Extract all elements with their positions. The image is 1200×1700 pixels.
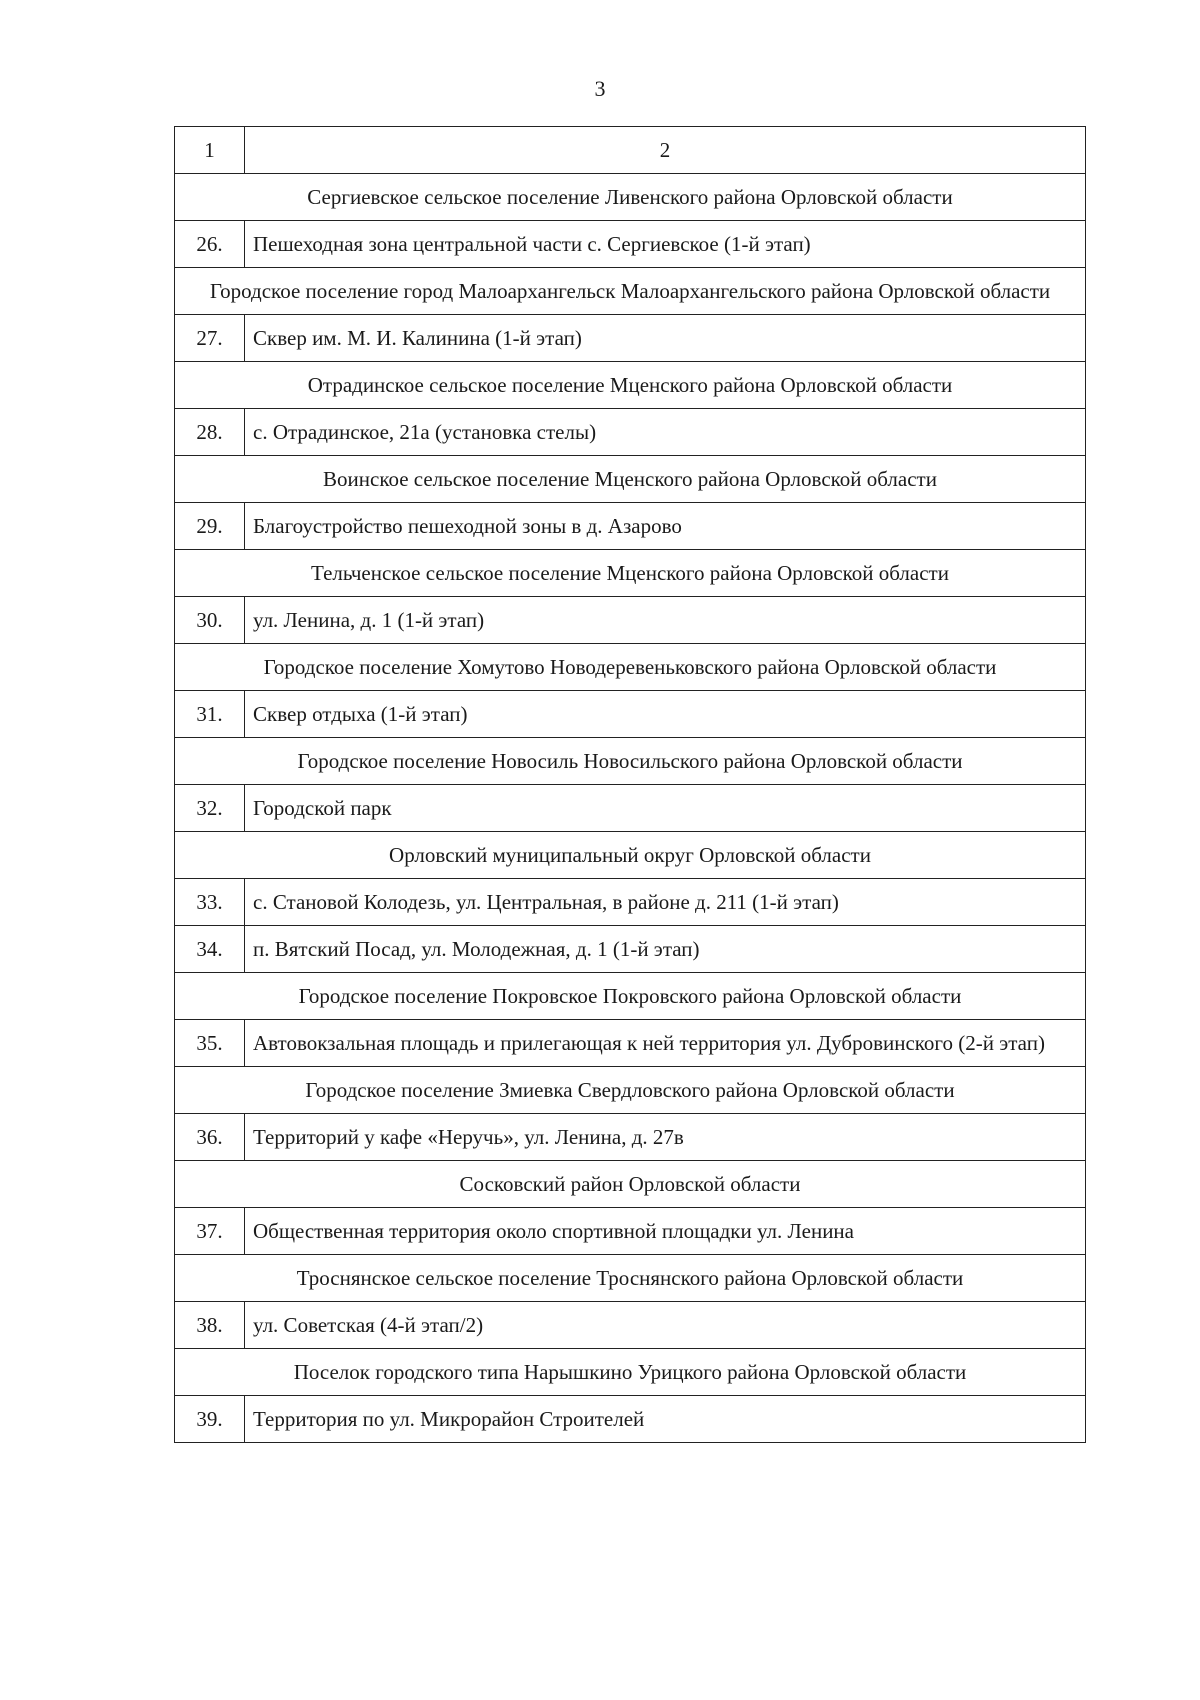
section-heading-row bbox=[175, 1254, 1085, 1301]
section-heading: Отрадинское сельское поселение Мценского района Орловской области bbox=[307, 373, 953, 397]
section-heading-row bbox=[175, 173, 1085, 220]
row-territory-name: ул. Советская (4-й этап/2) bbox=[253, 1313, 484, 1337]
section-heading-row bbox=[175, 267, 1085, 314]
table-row bbox=[175, 690, 1085, 737]
row-territory-name: Пешеходная зона центральной части с. Сергиевское (1-й этап) bbox=[253, 232, 811, 256]
row-territory-name: ул. Ленина, д. 1 (1-й этап) bbox=[253, 608, 485, 632]
section-heading: Поселок городского типа Нарышкино Урицкого района Орловской области bbox=[293, 1360, 967, 1384]
row-number: 26. bbox=[175, 221, 245, 267]
table-row bbox=[175, 878, 1085, 925]
section-heading-row bbox=[175, 1348, 1085, 1395]
row-number: 37. bbox=[175, 1208, 245, 1254]
row-territory-name: Общественная территория около спортивной площадки ул. Ленина bbox=[253, 1219, 854, 1243]
table-row bbox=[175, 314, 1085, 361]
row-number: 36. bbox=[175, 1114, 245, 1160]
row-territory-name: п. Вятский Посад, ул. Молодежная, д. 1 (1-й этап) bbox=[253, 937, 700, 961]
row-territory-name: с. Отрадинское, 21а (установка стелы) bbox=[253, 420, 597, 444]
row-number: 29. bbox=[175, 503, 245, 549]
table-row bbox=[175, 1019, 1085, 1066]
section-heading-row bbox=[175, 1066, 1085, 1113]
row-number: 38. bbox=[175, 1302, 245, 1348]
section-heading: Сосковский район Орловской области bbox=[459, 1172, 801, 1196]
page-number: 3 bbox=[594, 76, 606, 101]
row-number: 33. bbox=[175, 879, 245, 925]
row-number: 35. bbox=[175, 1020, 245, 1066]
section-heading: Городское поселение Хомутово Новодеревеньковского района Орловской области bbox=[263, 655, 997, 679]
row-number: 31. bbox=[175, 691, 245, 737]
row-territory-name: Благоустройство пешеходной зоны в д. Азарово bbox=[253, 514, 682, 538]
row-territory-name: Городской парк bbox=[253, 796, 392, 820]
row-territory-name: Территорий у кафе «Неручь», ул. Ленина, д. 27в bbox=[253, 1125, 684, 1149]
header-col-number: 1 bbox=[175, 127, 245, 173]
table-row bbox=[175, 596, 1085, 643]
table-row bbox=[175, 1395, 1085, 1442]
row-territory-name: Территория по ул. Микрорайон Строителей bbox=[253, 1407, 645, 1431]
section-heading: Городское поселение город Малоархангельск Малоархангельского района Орловской области bbox=[209, 279, 1051, 303]
section-heading-row bbox=[175, 737, 1085, 784]
table-row bbox=[175, 1113, 1085, 1160]
table-row bbox=[175, 1207, 1085, 1254]
row-number: 28. bbox=[175, 409, 245, 455]
table-header-row bbox=[175, 127, 1085, 173]
row-number: 30. bbox=[175, 597, 245, 643]
table-row bbox=[175, 502, 1085, 549]
row-number: 27. bbox=[175, 315, 245, 361]
section-heading-row bbox=[175, 361, 1085, 408]
row-number: 39. bbox=[175, 1396, 245, 1442]
table-row bbox=[175, 784, 1085, 831]
section-heading-row bbox=[175, 549, 1085, 596]
section-heading: Городское поселение Покровское Покровского района Орловской области bbox=[298, 984, 962, 1008]
table-row bbox=[175, 220, 1085, 267]
section-heading-row bbox=[175, 1160, 1085, 1207]
section-heading: Сергиевское сельское поселение Ливенского района Орловской области bbox=[307, 185, 953, 209]
section-heading: Тельченское сельское поселение Мценского района Орловской области bbox=[311, 561, 949, 585]
section-heading: Городское поселение Змиевка Свердловского района Орловской области bbox=[305, 1078, 955, 1102]
territories-table bbox=[174, 126, 1086, 1443]
row-number: 32. bbox=[175, 785, 245, 831]
header-col-name: 2 bbox=[659, 138, 671, 162]
row-territory-name: Сквер отдыха (1-й этап) bbox=[253, 702, 468, 726]
section-heading-row bbox=[175, 972, 1085, 1019]
section-heading: Троснянское сельское поселение Троснянского района Орловской области bbox=[296, 1266, 964, 1290]
table-row bbox=[175, 1301, 1085, 1348]
section-heading: Воинское сельское поселение Мценского района Орловской области bbox=[323, 467, 937, 491]
row-number: 34. bbox=[175, 926, 245, 972]
section-heading-row bbox=[175, 831, 1085, 878]
row-territory-name: Сквер им. М. И. Калинина (1-й этап) bbox=[253, 326, 582, 350]
section-heading-row bbox=[175, 455, 1085, 502]
section-heading: Орловский муниципальный округ Орловской области bbox=[389, 843, 871, 867]
section-heading: Городское поселение Новосиль Новосильского района Орловской области bbox=[297, 749, 963, 773]
table-row bbox=[175, 408, 1085, 455]
row-territory-name: с. Становой Колодезь, ул. Центральная, в районе д. 211 (1-й этап) bbox=[253, 890, 839, 914]
row-territory-name: Автовокзальная площадь и прилегающая к ней территория ул. Дубровинского (2-й этап) bbox=[253, 1031, 1045, 1055]
table-row bbox=[175, 925, 1085, 972]
section-heading-row bbox=[175, 643, 1085, 690]
